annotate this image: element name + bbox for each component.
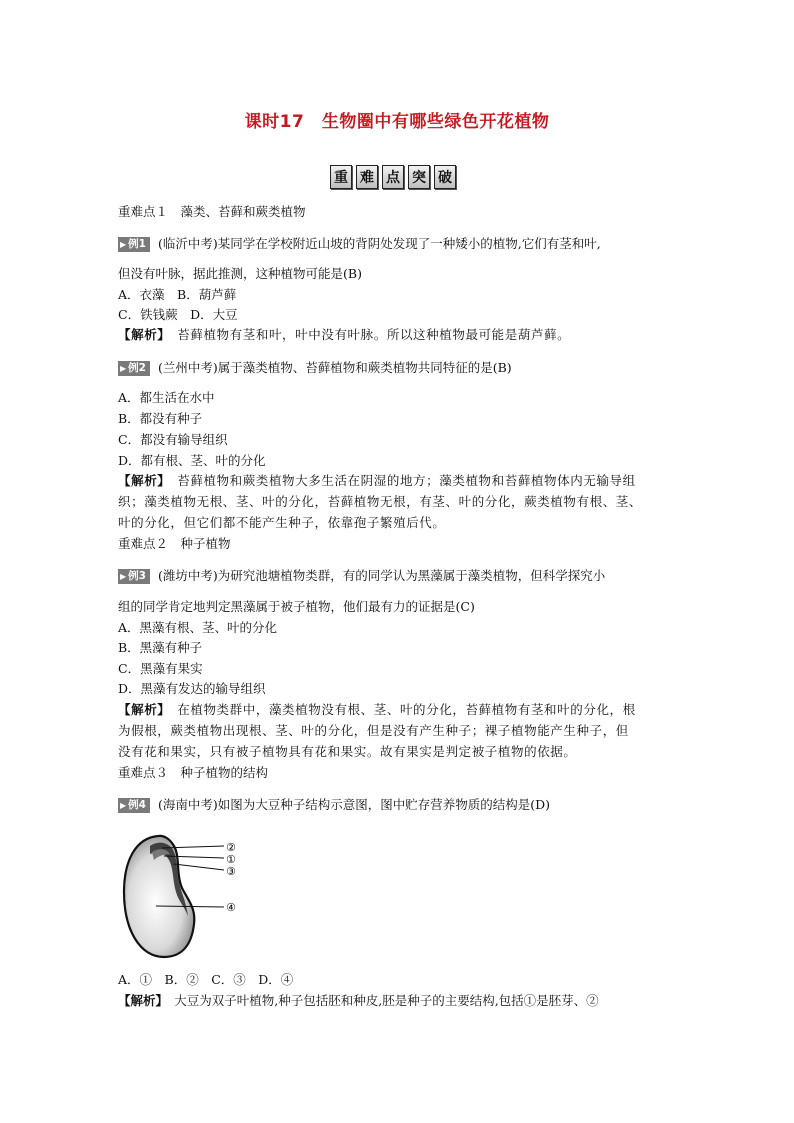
example-1-options: A．衣藻 B．葫芦藓 (118, 287, 237, 302)
example-4-analysis: 【解析】 大豆为双子叶植物,种子包括胚和种皮,胚是种子的主要结构,包括①是胚芽、② (118, 993, 599, 1008)
example-3-option-c: C．黑藻有果实 (118, 661, 203, 676)
example-2-question: ▶ 例2 (兰州中考)属于藻类植物、苔藓植物和蕨类植物共同特征的是(B) (120, 360, 512, 375)
example-3-option-a: A．黑藻有根、茎、叶的分化 (118, 620, 278, 635)
example-4-options: A．① B．② C．③ D．④ (118, 972, 294, 987)
example-2-analysis: 【解析】 苔藓植物和蕨类植物大多生活在阴湿的地方；藻类植物和苔藓植物体内无输导组 (118, 473, 636, 488)
example-1-question: ▶ 例1 (临沂中考)某同学在学校附近山坡的背阴处发现了一种矮小的植物,它们有茎和叶, (120, 236, 601, 251)
example-3-option-b: B．黑藻有种子 (118, 640, 203, 655)
play-icon: ▶ (120, 240, 127, 249)
example-4-question: ▶ 例4 (海南中考)如图为大豆种子结构示意图，图中贮存营养物质的结构是(D) (120, 797, 550, 812)
example-tag: ▶ 例4 (118, 798, 150, 813)
example-2-analysis-cont: 织；藻类植物无根、茎、叶的分化，苔藓植物无根，有茎、叶的分化，蕨类植物有根、茎、 (118, 494, 643, 509)
section-heading-1: 重难点１ 藻类、苔藓和蕨类植物 (118, 204, 306, 219)
example-3-analysis-cont: 没有花和果实，只有被子植物具有花和果实。故有果实是判定被子植物的依据。 (118, 744, 577, 759)
badge-char: 突 (408, 165, 430, 189)
label-3: ③ (226, 865, 236, 878)
example-1-analysis: 【解析】 苔藓植物有茎和叶，叶中没有叶脉。所以这种植物最可能是葫芦藓。 (118, 327, 571, 342)
example-2-option-c: C．都没有输导组织 (118, 432, 228, 447)
example-1-question-cont: 但没有叶脉，据此推测，这种植物可能是(B) (118, 266, 362, 281)
example-2-analysis-cont: 叶的分化，但它们都不能产生种子，依靠孢子繁殖后代。 (118, 515, 446, 530)
badge-char: 点 (382, 165, 404, 189)
section-heading-3: 重难点３ 种子植物的结构 (118, 765, 269, 780)
example-2-option-a: A．都生活在水中 (118, 390, 215, 405)
badge-char: 破 (434, 165, 456, 189)
play-icon: ▶ (120, 572, 127, 581)
section-heading-2: 重难点２ 种子植物 (118, 536, 231, 551)
badge-char: 重 (330, 165, 352, 189)
example-2-option-d: D．都有根、茎、叶的分化 (118, 453, 266, 468)
example-1-options: C．铁钱蕨 D．大豆 (118, 307, 238, 322)
label-4: ④ (226, 901, 236, 914)
example-3-option-d: D．黑藻有发达的输导组织 (118, 681, 266, 696)
label-2: ② (226, 841, 236, 854)
section-badge (330, 165, 456, 189)
example-3-analysis-cont: 为假根，蕨类植物出现根、茎、叶的分化，但是没有产生种子；裸子植物能产生种子，但 (118, 723, 629, 738)
play-icon: ▶ (120, 364, 127, 373)
play-icon: ▶ (120, 801, 127, 810)
soybean-seed-diagram (118, 830, 248, 960)
example-tag: ▶ 例1 (118, 237, 150, 252)
example-3-analysis: 【解析】 在植物类群中，藻类植物没有根、茎、叶的分化，苔藓植物有茎和叶的分化，根 (118, 702, 636, 717)
example-2-option-b: B．都没有种子 (118, 411, 203, 426)
example-3-question: ▶ 例3 (潍坊中考)为研究池塘植物类群，有的同学认为黑藻属于藻类植物，但科学探究小 (120, 568, 606, 583)
example-tag: ▶ 例3 (118, 569, 150, 584)
example-tag: ▶ 例2 (118, 361, 150, 376)
example-3-question-cont: 组的同学肯定地判定黑藻属于被子植物，他们最有力的证据是(C) (118, 599, 475, 614)
page-title: 课时17 生物圈中有哪些绿色开花植物 (244, 112, 550, 132)
label-1: ① (226, 853, 236, 866)
badge-char: 难 (356, 165, 378, 189)
